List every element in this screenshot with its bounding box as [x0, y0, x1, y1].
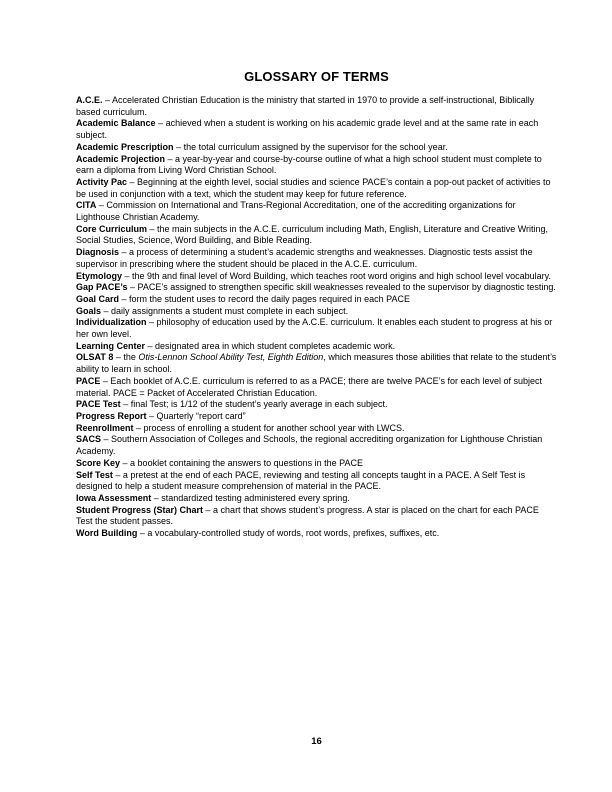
- glossary-entry: Progress Report – Quarterly “report card”: [76, 410, 246, 421]
- glossary-definition-segment: the 9th and final level of Word Building, which teaches root word origins and high school level vocabulary.: [132, 270, 551, 281]
- glossary-definition-segment: daily assignments a student must complete in each subject.: [111, 305, 349, 316]
- glossary-entry: CITA – Commission on International and Trans-Regional Accreditation, one of the accrediting organizations for Lighthouse Christian Academy.: [76, 200, 516, 223]
- glossary-term: Core Curriculum: [76, 223, 148, 234]
- glossary-term: Diagnosis: [76, 247, 120, 258]
- glossary-definition-segment: Commission on International and Trans-Regional Accreditation, one of the accrediting organizations for Lighthouse Christian Academy.: [76, 200, 516, 223]
- glossary-term: Academic Prescription: [76, 141, 174, 152]
- glossary-definition-segment: a pretest at the end of each PACE, reviewing and testing all concepts taught in a PACE. A Self Test is designed to help a student measure comprehension of material in the PACE.: [76, 469, 526, 492]
- glossary-term: Activity Pac: [76, 176, 128, 187]
- glossary-entry: Activity Pac – Beginning at the eighth level, social studies and science PACE’s contain a pop-out packet of activities to be used in conjunction with a text, which the student may keep for future reference.: [76, 176, 551, 199]
- glossary-term: OLSAT 8: [76, 352, 114, 363]
- glossary-entry: Student Progress (Star) Chart – a chart that shows student’s progress. A star is placed on the chart for each PACE Test the student passes.: [76, 504, 539, 527]
- glossary-entry: Goal Card – form the student uses to record the daily pages required in each PACE: [76, 293, 411, 304]
- page-number: 16: [311, 736, 322, 747]
- glossary-definition-segment: Each booklet of A.C.E. curriculum is referred to as a PACE; there are twelve PACE’s for each level of subject material. PACE = Packet of Accelerated Christian Education.: [76, 375, 543, 398]
- glossary-definition-segment: achieved when a student is working on his academic grade level and at the same rate in each subject.: [76, 118, 539, 141]
- glossary-term: Academic Projection: [76, 153, 166, 164]
- glossary-definition-segment: Quarterly “report card”: [156, 410, 246, 421]
- glossary-entry: PACE – Each booklet of A.C.E. curriculum is referred to as a PACE; there are twelve PACE’s for each level of subject material. PACE = Packet of Accelerated Christian Education.: [76, 375, 543, 398]
- glossary-term: Progress Report: [76, 410, 147, 421]
- glossary-entry: Score Key – a booklet containing the answers to questions in the PACE: [76, 457, 364, 468]
- glossary-definition-segment: a process of determining a student’s academic strengths and weaknesses. Diagnostic tests assist the supervisor in prescribing where the student should be placed in the A.C.E. curriculum.: [76, 247, 533, 269]
- glossary-term: PACE: [76, 375, 101, 386]
- glossary-entry: Academic Balance – achieved when a student is working on his academic grade level and at the same rate in each subject.: [76, 118, 539, 141]
- glossary-definition-segment: a booklet containing the answers to questions in the PACE: [130, 457, 364, 468]
- glossary-entry: OLSAT 8 – the Otis-Lennon School Ability Test, Eighth Edition, which measures those abilities that relate to the student’s ability to learn in school.: [76, 352, 557, 375]
- glossary-entry: Academic Prescription – the total curriculum assigned by the supervisor for the school year.: [76, 141, 448, 152]
- glossary-term: Gap PACE’s: [76, 282, 128, 293]
- glossary-term: Self Test: [76, 469, 113, 480]
- glossary-term: Word Building: [76, 528, 138, 539]
- glossary-entry: Core Curriculum – the main subjects in the A.C.E. curriculum including Math, English, Literature and Creative Writing, Social Studies, Science, Word Building, and Bible Reading.: [76, 223, 549, 246]
- page-title: GLOSSARY OF TERMS: [244, 69, 389, 84]
- glossary-entry: Goals – daily assignments a student must complete in each subject.: [76, 305, 349, 316]
- glossary-entry: Learning Center – designated area in which student completes academic work.: [76, 340, 396, 351]
- glossary-term: Individualization: [76, 317, 147, 328]
- glossary-definition-segment: form the student uses to record the daily pages required in each PACE: [129, 293, 411, 304]
- glossary-term: Etymology: [76, 270, 123, 281]
- glossary-term: Goal Card: [76, 293, 120, 304]
- glossary-term: Score Key: [76, 457, 121, 468]
- glossary-definition-segment: philosophy of education used by the A.C.E. curriculum. It enables each student to progress at his or her own level.: [76, 317, 553, 340]
- glossary-term: PACE Test: [76, 399, 121, 410]
- glossary-term: A.C.E.: [76, 95, 103, 105]
- glossary-entry: PACE Test – final Test; is 1/12 of the student’s yearly average in each subject.: [76, 399, 388, 410]
- glossary-definition-segment: final Test; is 1/12 of the student’s yearly average in each subject.: [130, 399, 388, 410]
- glossary-definition-segment: Beginning at the eighth level, social studies and science PACE’s contain a pop-out packet of activities to be used in conjunction with a text, which the student may keep for future reference.: [76, 176, 551, 199]
- glossary-definition-segment: designated area in which student completes academic work.: [155, 340, 396, 351]
- glossary-entry: Academic Projection – a year-by-year and course-by-course outline of what a high school student must complete to earn a diploma from Living Word Christian School.: [76, 153, 542, 176]
- glossary-term: Goals: [76, 305, 102, 316]
- glossary-definition-segment: Otis-Lennon School Ability Test, Eighth Edition: [138, 352, 324, 363]
- glossary-term: Iowa Assessment: [76, 492, 152, 503]
- glossary-term: Learning Center: [76, 340, 146, 351]
- glossary-entry: Word Building – a vocabulary-controlled study of words, root words, prefixes, suffixes, etc.: [76, 528, 440, 539]
- glossary-term: CITA: [76, 200, 97, 211]
- glossary-definition-segment: the main subjects in the A.C.E. curriculum including Math, English, Literature and Creative Writing, Social Studies, Science, Word Building, and Bible Reading.: [76, 223, 549, 246]
- glossary-definition-segment: PACE’s assigned to strengthen specific skill weaknesses revealed to the supervisor by diagnostic testing.: [137, 282, 556, 293]
- glossary-definition-segment: process of enrolling a student for another school year with LWCS.: [143, 422, 405, 433]
- glossary-definition-segment: Accelerated Christian Education is the ministry that started in 1970 to provide a self-instructional, Biblically based curriculum.: [76, 95, 535, 117]
- glossary-definition-segment: a vocabulary-controlled study of words, root words, prefixes, suffixes, etc.: [147, 528, 440, 539]
- glossary-entry: A.C.E. – Accelerated Christian Education is the ministry that started in 1970 to provide a self-instructional, Biblically based curriculum.: [76, 95, 535, 117]
- glossary-term: SACS: [76, 434, 102, 445]
- glossary-term: Student Progress (Star) Chart: [76, 504, 204, 515]
- glossary-entry: Iowa Assessment – standardized testing administered every spring.: [76, 492, 350, 503]
- glossary-definition-segment: , which measures those abilities that relate to the student’s ability to learn in school.: [76, 352, 557, 375]
- glossary-definition-segment: the: [123, 352, 139, 363]
- glossary-term: Academic Balance: [76, 118, 156, 129]
- glossary-definition-segment: Southern Association of Colleges and Schools, the regional accrediting organization for Lighthouse Christian Academy.: [76, 434, 543, 457]
- glossary-term: Reenrollment: [76, 422, 134, 433]
- glossary-entry: Self Test – a pretest at the end of each PACE, reviewing and testing all concepts taught in a PACE. A Self Test is designed to help a student measure comprehension of material in the PACE.: [76, 469, 526, 492]
- glossary-entry: Individualization – philosophy of education used by the A.C.E. curriculum. It enables each student to progress at his or her own level.: [76, 317, 553, 340]
- glossary-entry: SACS – Southern Association of Colleges and Schools, the regional accrediting organization for Lighthouse Christian Academy.: [76, 434, 543, 457]
- glossary-definition-segment: a chart that shows student’s progress. A star is placed on the chart for each PACE Test the student passes.: [76, 504, 539, 527]
- glossary-entry: Diagnosis – a process of determining a student’s academic strengths and weaknesses. Diagnostic tests assist the supervisor in prescribing where the student should be placed in the A.C.E. curriculum.: [76, 247, 533, 269]
- glossary-definition-segment: the total curriculum assigned by the supervisor for the school year.: [183, 141, 448, 152]
- glossary-entry: Etymology – the 9th and final level of Word Building, which teaches root word origins and high school level vocabulary.: [76, 270, 551, 281]
- glossary-definition-segment: standardized testing administered every spring.: [161, 492, 350, 503]
- glossary-entry: Gap PACE’s – PACE’s assigned to strengthen specific skill weaknesses revealed to the supervisor by diagnostic testing.: [76, 282, 556, 293]
- glossary-list: [76, 95, 557, 540]
- glossary-entry: Reenrollment – process of enrolling a student for another school year with LWCS.: [76, 422, 405, 433]
- glossary-definition-segment: a year-by-year and course-by-course outline of what a high school student must complete to earn a diploma from Living Word Christian School.: [76, 153, 542, 176]
